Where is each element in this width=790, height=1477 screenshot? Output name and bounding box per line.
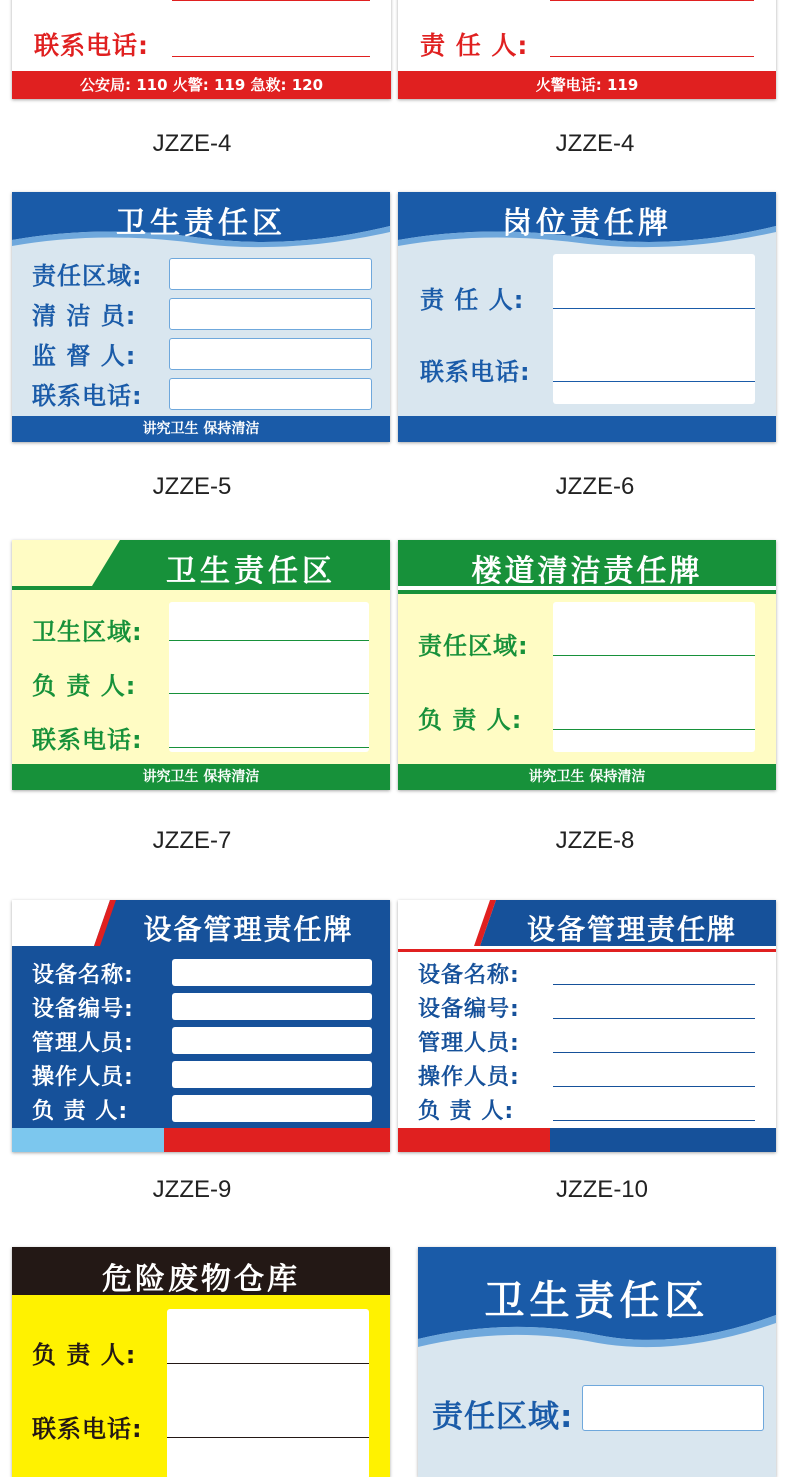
field-box: [172, 959, 372, 986]
field-label: 负 责 人:: [32, 1099, 129, 1124]
sign-title: 卫生责任区: [166, 554, 336, 589]
caption: JZZE-7: [152, 827, 232, 854]
field-box: [582, 1385, 764, 1431]
field-label: 联系电话:: [32, 382, 143, 410]
field-line: [169, 640, 369, 641]
field-label: 管理人员:: [32, 1031, 134, 1056]
footer-bar: 讲究卫生 保持清洁: [12, 764, 390, 790]
sign-title: 卫生责任区: [484, 1278, 710, 1324]
sign-card-5: [12, 540, 390, 790]
sign-card-4: [398, 192, 776, 442]
field-line: [553, 308, 755, 309]
footer-bar: 讲究卫生 保持清洁: [398, 764, 776, 790]
footer-bar-blue: [550, 1128, 776, 1152]
field-line: [553, 1086, 755, 1087]
field-label: 负 责 人:: [418, 1099, 515, 1124]
caption: JZZE-8: [555, 827, 635, 854]
sign-title: 楼道清洁责任牌: [471, 554, 703, 589]
sign-card-10: [418, 1247, 776, 1477]
caption: JZZE-6: [555, 473, 635, 500]
field-label: 卫生区域:: [32, 618, 143, 646]
sign-title: 设备管理责任牌: [526, 913, 737, 946]
field-box: [169, 258, 372, 290]
field-label: 联系电话:: [34, 31, 149, 60]
sign-card-6: [398, 540, 776, 790]
sign-card-9: [12, 1247, 390, 1477]
sign-title: 岗位责任牌: [502, 206, 672, 241]
field-label: 负 责 人:: [418, 706, 523, 734]
footer-bar-light: [12, 1128, 164, 1152]
caption: JZZE-9: [152, 1176, 232, 1203]
field-line: [553, 655, 755, 656]
caption: JZZE-10: [555, 1176, 648, 1203]
field-label: 责 任 人:: [420, 286, 525, 314]
field-label: 责 任 人:: [420, 31, 529, 60]
field-line: [167, 1437, 369, 1438]
field-box: [169, 378, 372, 410]
field-label: 管理人员:: [418, 1031, 520, 1056]
field-line: [169, 747, 369, 748]
field-label: 设备名称:: [418, 963, 520, 988]
field-label: 设备编号:: [418, 997, 520, 1022]
sign-title: 卫生责任区: [116, 206, 286, 241]
field-line: [553, 1120, 755, 1121]
field-box: [172, 1095, 372, 1122]
field-line: [172, 56, 370, 57]
sign-title: 设备管理责任牌: [143, 913, 354, 946]
field-label: 清 洁 员:: [32, 302, 137, 330]
field-label: 设备名称:: [32, 963, 134, 988]
field-box: [169, 298, 372, 330]
field-box: [167, 1309, 369, 1477]
sign-card-7: [12, 900, 390, 1152]
caption: JZZE-5: [152, 473, 232, 500]
field-label: 联系电话:: [32, 1415, 143, 1443]
field-label: 监 督 人:: [32, 342, 137, 370]
sign-card-3: [12, 192, 390, 442]
field-label: 操作人员:: [32, 1065, 134, 1090]
sign-title: 危险废物仓库: [102, 1262, 300, 1297]
field-line: [172, 0, 370, 1]
field-box: [172, 1061, 372, 1088]
field-box: [169, 602, 369, 752]
field-label: 责任区域:: [418, 632, 529, 660]
sign-card-2: [398, 0, 776, 99]
footer-bar: [398, 416, 776, 442]
field-line: [553, 1052, 755, 1053]
field-line: [167, 1363, 369, 1364]
field-line: [550, 56, 754, 57]
field-box: [172, 1027, 372, 1054]
field-line: [550, 0, 754, 1]
footer-bar-red: [164, 1128, 390, 1152]
field-label: 负 责 人:: [32, 672, 137, 700]
footer-bar-red: [398, 1128, 550, 1152]
footer-bar: 讲究卫生 保持清洁: [12, 416, 390, 442]
field-label: 设备编号:: [32, 997, 134, 1022]
field-line: [553, 381, 755, 382]
caption: JZZE-4: [555, 130, 635, 157]
field-line: [553, 729, 755, 730]
footer-bar: 火警电话: 119: [398, 71, 776, 99]
field-line: [553, 1018, 755, 1019]
field-label: 责任区域:: [432, 1399, 574, 1435]
sign-card-8: [398, 900, 776, 1152]
field-line: [553, 984, 755, 985]
sign-card-1: [12, 0, 391, 99]
field-box: [172, 993, 372, 1020]
field-label: 联系电话:: [32, 726, 143, 754]
footer-bar: 公安局: 110 火警: 119 急救: 120: [12, 71, 391, 99]
field-line: [169, 693, 369, 694]
field-label: 操作人员:: [418, 1065, 520, 1090]
field-box: [169, 338, 372, 370]
field-label: 联系电话:: [420, 358, 531, 386]
field-label: 责任区域:: [32, 262, 143, 290]
field-label: 负 责 人:: [32, 1341, 137, 1369]
caption: JZZE-4: [152, 130, 232, 157]
